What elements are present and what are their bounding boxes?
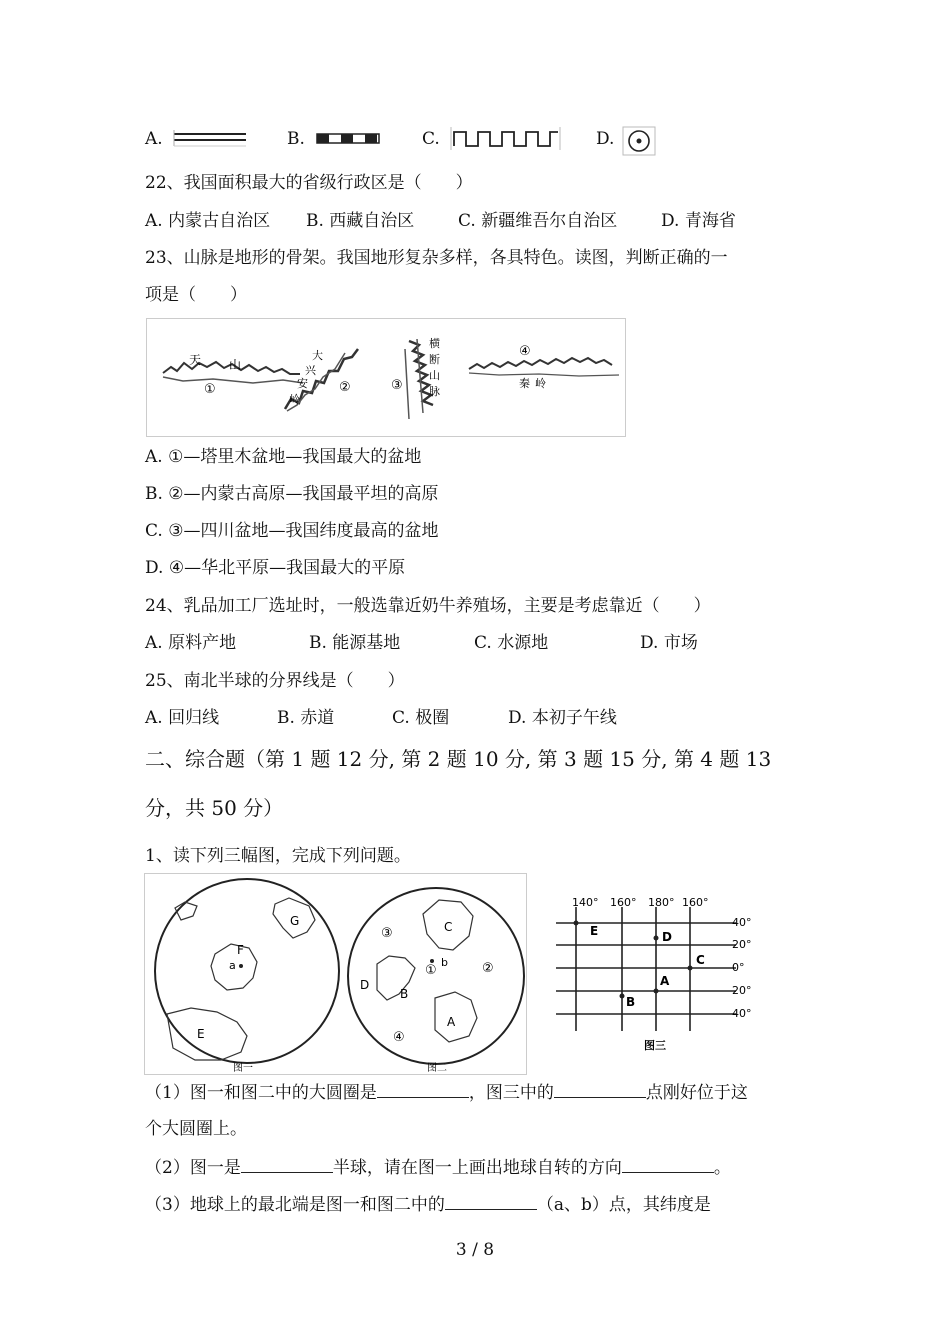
q25-option-b: B. 赤道: [277, 708, 335, 728]
blank-2[interactable]: [554, 1081, 646, 1098]
fig3-lon-1: 140°: [572, 896, 599, 909]
mountain-number-2: ②: [339, 380, 351, 395]
q22-option-d: D. 青海省: [661, 211, 736, 231]
fig3-point-D: [654, 936, 659, 941]
q24-stem: 24、乳品加工厂选址时，一般选靠近奶牛养殖场，主要是考虑靠近（ ）: [145, 596, 711, 616]
fig2-number-1: ①: [425, 963, 437, 978]
q25-option-c: C. 极圈: [392, 708, 450, 728]
q25-option-d: D. 本初子午线: [508, 708, 617, 728]
fig3-lat-4: 20°: [732, 984, 752, 997]
section2-title-line1: 二、综合题（第 1 题 12 分, 第 2 题 10 分, 第 3 题 15 分, 第 4 题 13: [145, 747, 772, 771]
fig2-label-C: C: [444, 920, 453, 934]
capital-city-symbol: [622, 126, 656, 156]
fig3-label-D: D: [662, 930, 672, 944]
s2q1-part1-line2: 个大圆圈上。: [145, 1119, 247, 1139]
q21-option-c: C.: [422, 129, 440, 149]
q24-option-b: B. 能源基地: [309, 633, 401, 653]
fig3-label-A: A: [660, 974, 670, 988]
fig1-label-a: a: [229, 959, 236, 972]
fig2-label-D: D: [360, 978, 370, 992]
q22-option-a: A. 内蒙古自治区: [145, 211, 271, 231]
fig3-lon-4: 160°: [682, 896, 709, 909]
q25-option-a: A. 回归线: [145, 708, 220, 728]
fig3-lat-3: 0°: [732, 961, 745, 974]
double-line-symbol: [172, 128, 248, 150]
q25-stem: 25、南北半球的分界线是（ ）: [145, 671, 405, 691]
page-number: 3 / 8: [455, 1240, 495, 1260]
qinling-label-2: 岭: [535, 377, 546, 390]
s2q1-part2: （2）图一是 半球，请在图一上画出地球自转的方向 。: [145, 1158, 731, 1178]
fig3-lon-2: 160°: [610, 896, 637, 909]
q22-stem: 22、我国面积最大的省级行政区是（ ）: [145, 173, 473, 193]
fig1-label-F: F: [237, 943, 244, 957]
qinling-label-1: 秦: [519, 377, 530, 390]
q22-option-b: B. 西藏自治区: [306, 211, 415, 231]
mountain-ranges-figure: [146, 318, 626, 437]
q24-option-d: D. 市场: [640, 633, 698, 653]
fig3-label-B: B: [626, 995, 636, 1009]
s2q1-stem: 1、读下列三幅图，完成下列问题。: [145, 846, 411, 866]
great-wall-symbol: [450, 126, 562, 152]
blank-4[interactable]: [622, 1156, 714, 1173]
fig3-lat-1: 40°: [732, 916, 752, 929]
hengduan-label-1: 横: [429, 337, 440, 350]
hengduan-label-2: 断: [429, 353, 440, 366]
fig2-caption: 图二: [427, 1063, 447, 1074]
tianshan-label-2: 山: [229, 358, 242, 372]
q21-option-d: D.: [596, 129, 615, 149]
railway-symbol: [315, 130, 381, 148]
mountain-number-3: ③: [391, 378, 403, 393]
fig3-point-A: [654, 989, 659, 994]
daxinganling-label-1: 大: [312, 349, 323, 362]
fig1-caption: 图一: [233, 1063, 253, 1074]
hengduan-label-4: 脉: [429, 385, 440, 398]
fig2-label-A: A: [447, 1015, 456, 1029]
fig2-number-3: ③: [381, 926, 393, 941]
fig3-lat-5: 40°: [732, 1007, 752, 1020]
fig2-label-b: b: [441, 956, 448, 969]
globe-figures: [144, 873, 527, 1075]
q23-option-a: A. ①—塔里木盆地—我国最大的盆地: [145, 447, 422, 467]
fig3-label-C: C: [696, 953, 705, 967]
q22-option-c: C. 新疆维吾尔自治区: [458, 211, 618, 231]
fig3-point-C: [688, 966, 693, 971]
fig3-point-E: [574, 921, 579, 926]
fig3-caption: 图三: [644, 1039, 666, 1052]
section2-title-line2: 分，共 50 分）: [145, 796, 284, 820]
q24-option-c: C. 水源地: [474, 633, 549, 653]
fig2-label-B: B: [400, 987, 409, 1001]
daxinganling-label-4: 岭: [289, 393, 300, 406]
q23-stem-line2: 项是（ ）: [145, 285, 247, 305]
q23-stem-line1: 23、山脉是地形的骨架。我国地形复杂多样，各具特色。读图，判断正确的一: [145, 248, 728, 268]
daxinganling-label-3: 安: [297, 377, 308, 390]
blank-1[interactable]: [377, 1081, 469, 1098]
fig3-lat-2: 20°: [732, 938, 752, 951]
fig2-number-4: ④: [393, 1030, 405, 1045]
fig3-point-B: [620, 994, 625, 999]
q23-option-d: D. ④—华北平原—我国最大的平原: [145, 558, 406, 578]
fig3-lon-3: 180°: [648, 896, 675, 909]
q21-option-a: A.: [145, 129, 163, 149]
fig1-point-a: [239, 964, 243, 968]
blank-3[interactable]: [241, 1156, 333, 1173]
q21-option-b: B.: [287, 129, 305, 149]
blank-5[interactable]: [445, 1193, 537, 1210]
fig2-number-2: ②: [482, 961, 494, 976]
q23-option-c: C. ③—四川盆地—我国纬度最高的盆地: [145, 521, 439, 541]
q23-option-b: B. ②—内蒙古高原—我国最平坦的高原: [145, 484, 439, 504]
s2q1-part1-line1: （1）图一和图二中的大圆圈是 ，图三中的 点刚好位于这: [145, 1083, 748, 1103]
fig1-label-G: G: [290, 914, 300, 928]
fig1-label-E: E: [197, 1027, 205, 1041]
fig3-label-E: E: [590, 924, 599, 938]
mountain-number-1: ①: [204, 382, 216, 397]
s2q1-part3: （3）地球上的最北端是图一和图二中的 （a、b）点，其纬度是: [145, 1195, 711, 1215]
tianshan-label-1: 天: [189, 353, 202, 367]
daxinganling-label-2: 兴: [305, 364, 316, 377]
hengduan-label-3: 山: [429, 369, 440, 382]
latlon-grid-figure: [552, 893, 760, 1055]
mountain-number-4: ④: [519, 344, 531, 359]
q24-option-a: A. 原料产地: [145, 633, 237, 653]
